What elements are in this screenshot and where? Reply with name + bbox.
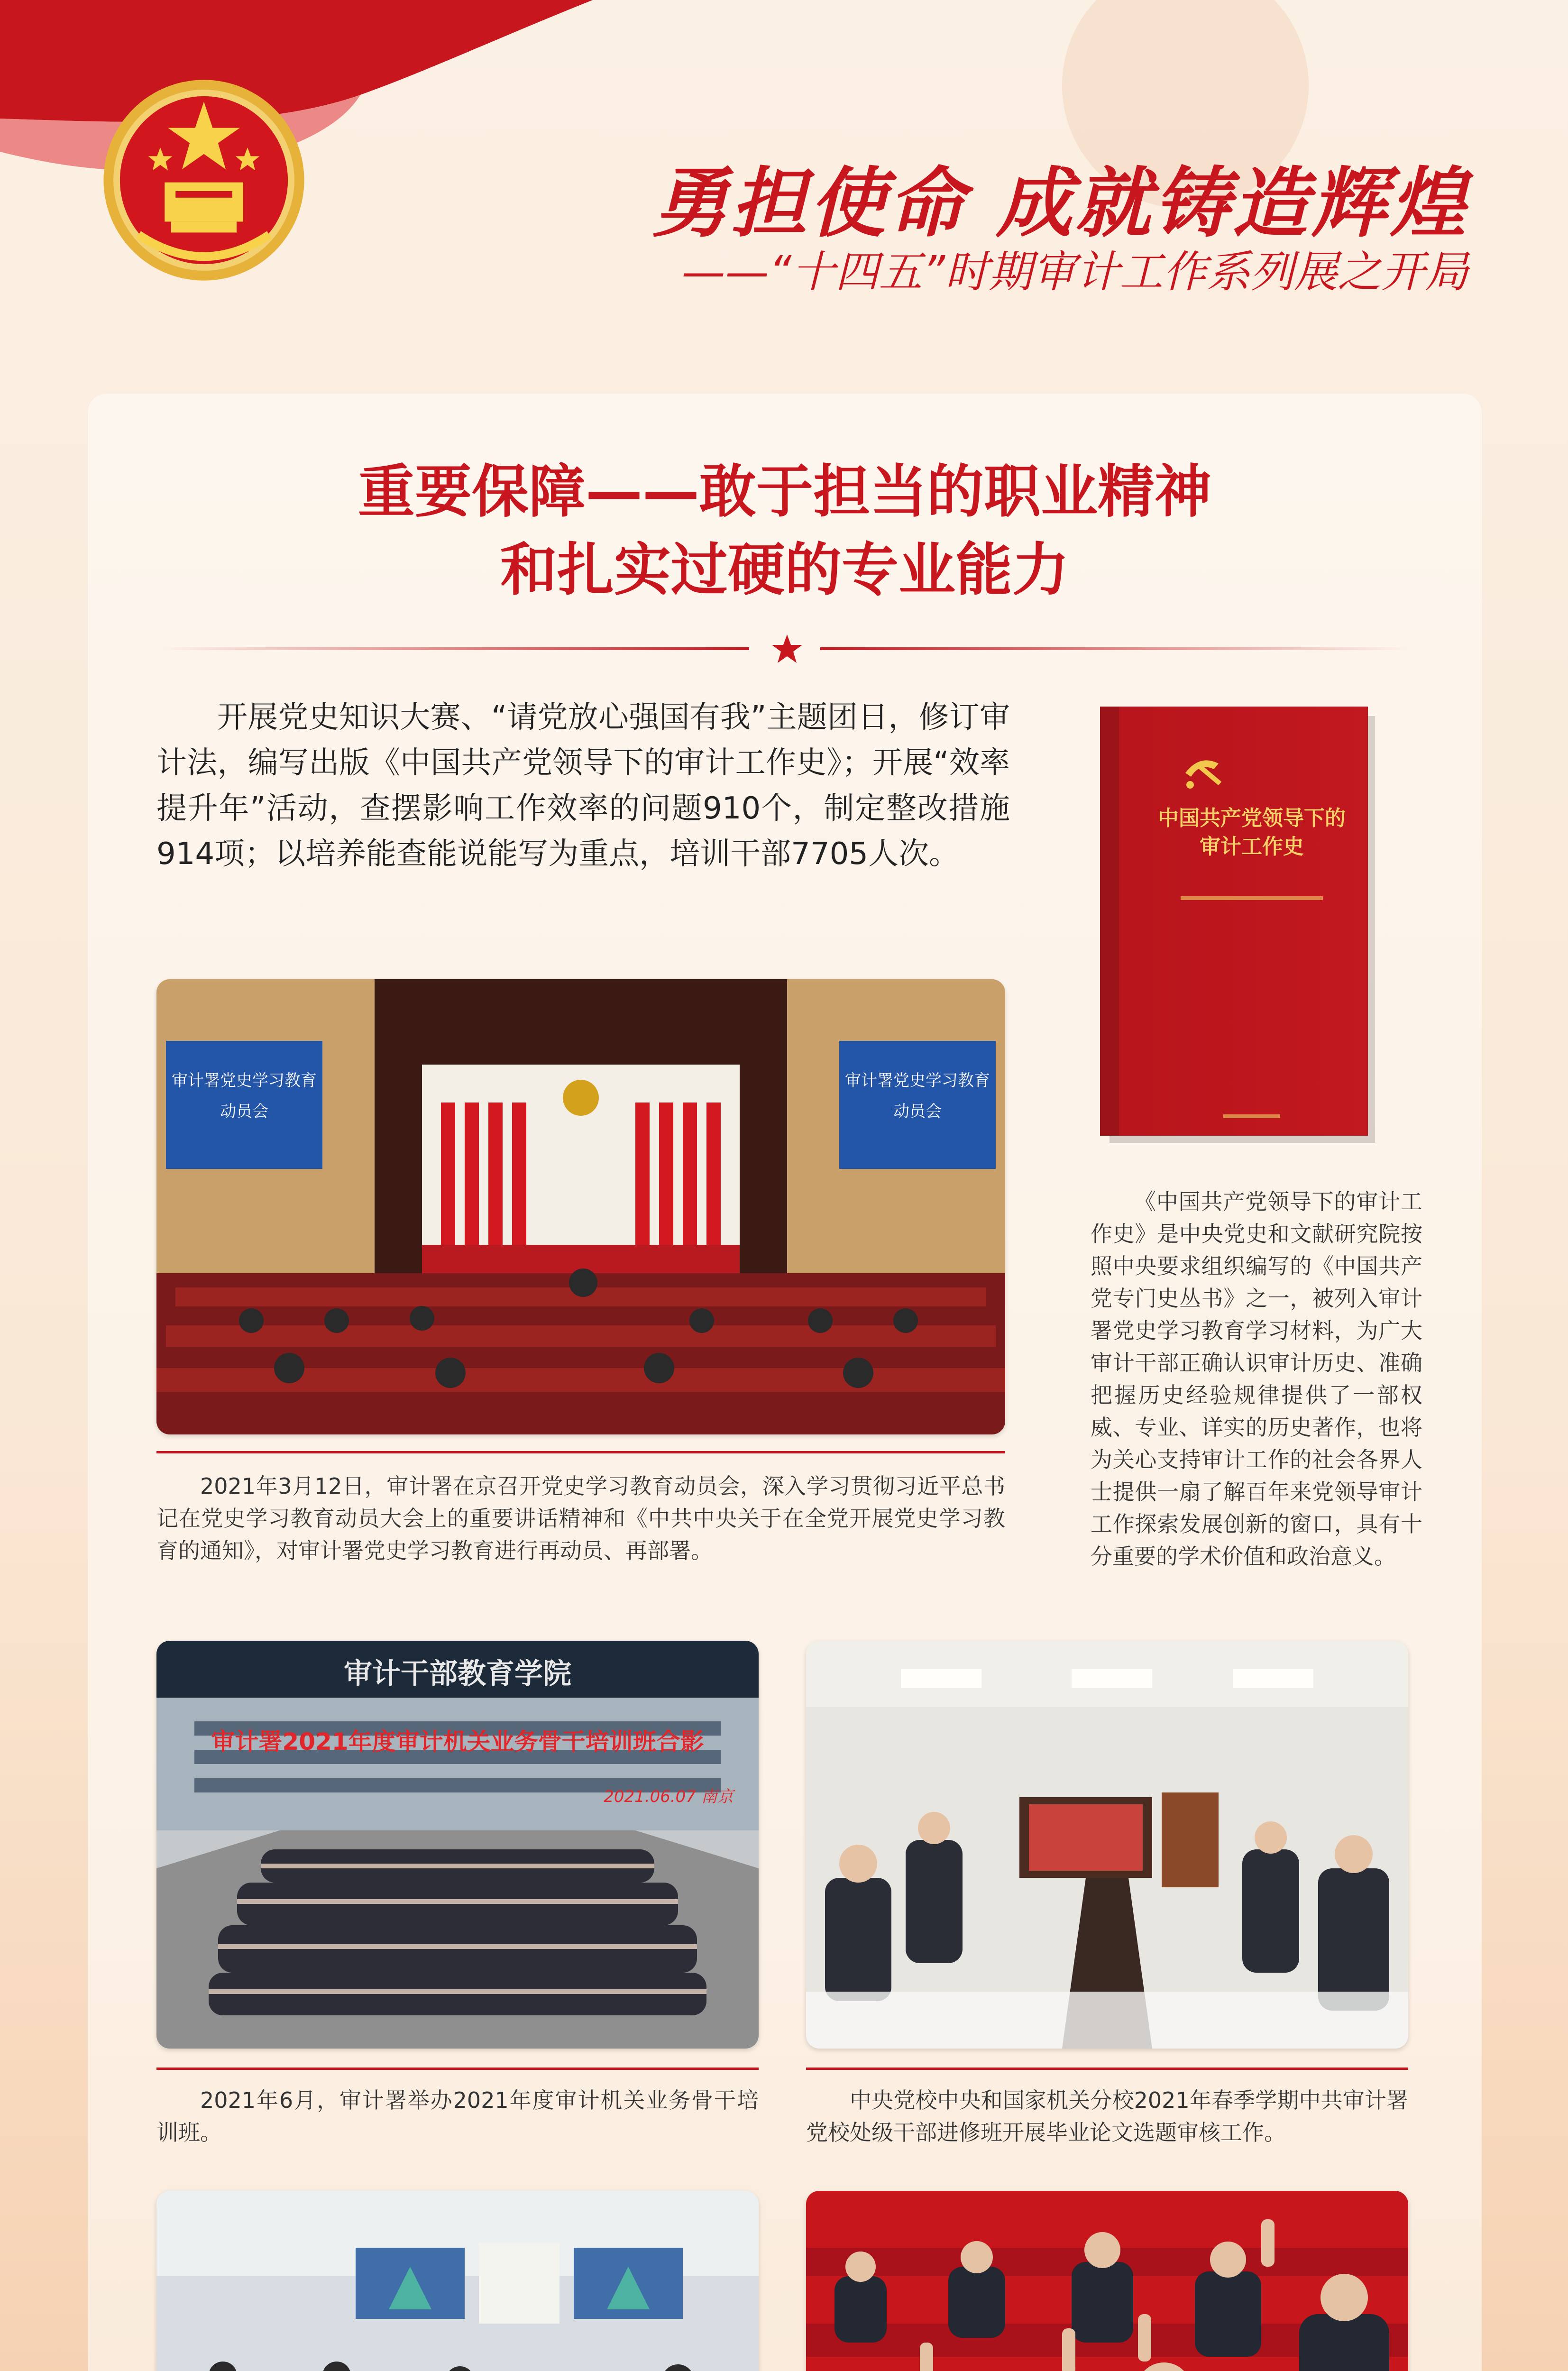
book-caption: 《中国共产党领导下的审计工作史》是中央党史和文献研究院按照中央要求组织编写的《中国共产党专门史丛书》之一，被列入审计署党史学习教育学习材料，为广大审计干部正确认识审计历史、准确把握历史经验规律提供了一部权威、专业、详实的历史著作，也将为关心支持审计工作的社会各界人士提供一扇了解百年来党领导审计工作探索发展创新的窗口，具有十分重要的学术价值和政治意义。	[1091, 1189, 1422, 1569]
meeting-photo	[156, 979, 1005, 1434]
section-title-line1: 重要保障——敢于担当的职业精神	[358, 459, 1211, 525]
national-emblem-icon	[95, 71, 313, 289]
building-sign: 审计干部教育学院	[344, 1657, 571, 1691]
section-title	[88, 453, 1482, 609]
review-caption-line	[806, 2068, 1408, 2070]
page-title: 勇担使命 成就铸造辉煌	[652, 159, 1468, 248]
review-caption: 中央党校中央和国家机关分校2021年春季学期中共审计署党校处级干部进修班开展毕业论文选题审核工作。	[806, 2087, 1408, 2145]
group-banner: 审计署2021年度审计机关业务骨干培训班合影	[211, 1728, 704, 1755]
group-caption-line	[156, 2068, 759, 2070]
svg-text:动员会: 动员会	[893, 1102, 942, 1121]
divider-right	[820, 647, 1413, 650]
star-icon	[763, 625, 811, 672]
group-date: 2021.06.07 南京	[604, 1787, 734, 1806]
meeting-caption: 2021年3月12日，审计署在京召开党史学习教育动员会，深入学习贯彻习近平总书记在党史学习教育动员大会上的重要讲话精神和《中共中央关于在全党开展党史学习教育的通知》，对审计署党史学习教育进行再动员、再部署。	[156, 1473, 1005, 1563]
book-cover-image	[1100, 707, 1385, 1148]
group-photo	[156, 1641, 759, 2049]
divider-left	[156, 647, 749, 650]
svg-text:动员会: 动员会	[220, 1102, 268, 1121]
meeting-caption-line	[156, 1451, 1005, 1453]
section-title-line2: 和扎实过硬的专业能力	[500, 537, 1069, 603]
page-subtitle: ——“十四五”时期审计工作系列展之开局	[681, 247, 1468, 297]
svg-text:审计署党史学习教育: 审计署党史学习教育	[845, 1071, 990, 1090]
group-caption: 2021年6月，审计署举办2021年度审计机关业务骨干培训班。	[156, 2087, 759, 2145]
svg-text:审计署党史学习教育: 审计署党史学习教育	[172, 1071, 317, 1090]
auditorium-photo	[806, 2191, 1408, 2371]
computer-class-photo	[156, 2191, 759, 2371]
book-cover-title-2: 审计工作史	[1200, 835, 1304, 859]
book-cover-title-1: 中国共产党领导下的	[1158, 806, 1346, 830]
review-photo	[806, 1641, 1408, 2049]
intro-paragraph: 开展党史知识大赛、“请党放心强国有我”主题团日，修订审计法，编写出版《中国共产党领导下的审计工作史》；开展“效率提升年”活动，查摆影响工作效率的问题910个，制定整改措施914项；以培养能查能说能写为重点，培训干部7705人次。	[156, 700, 1010, 872]
